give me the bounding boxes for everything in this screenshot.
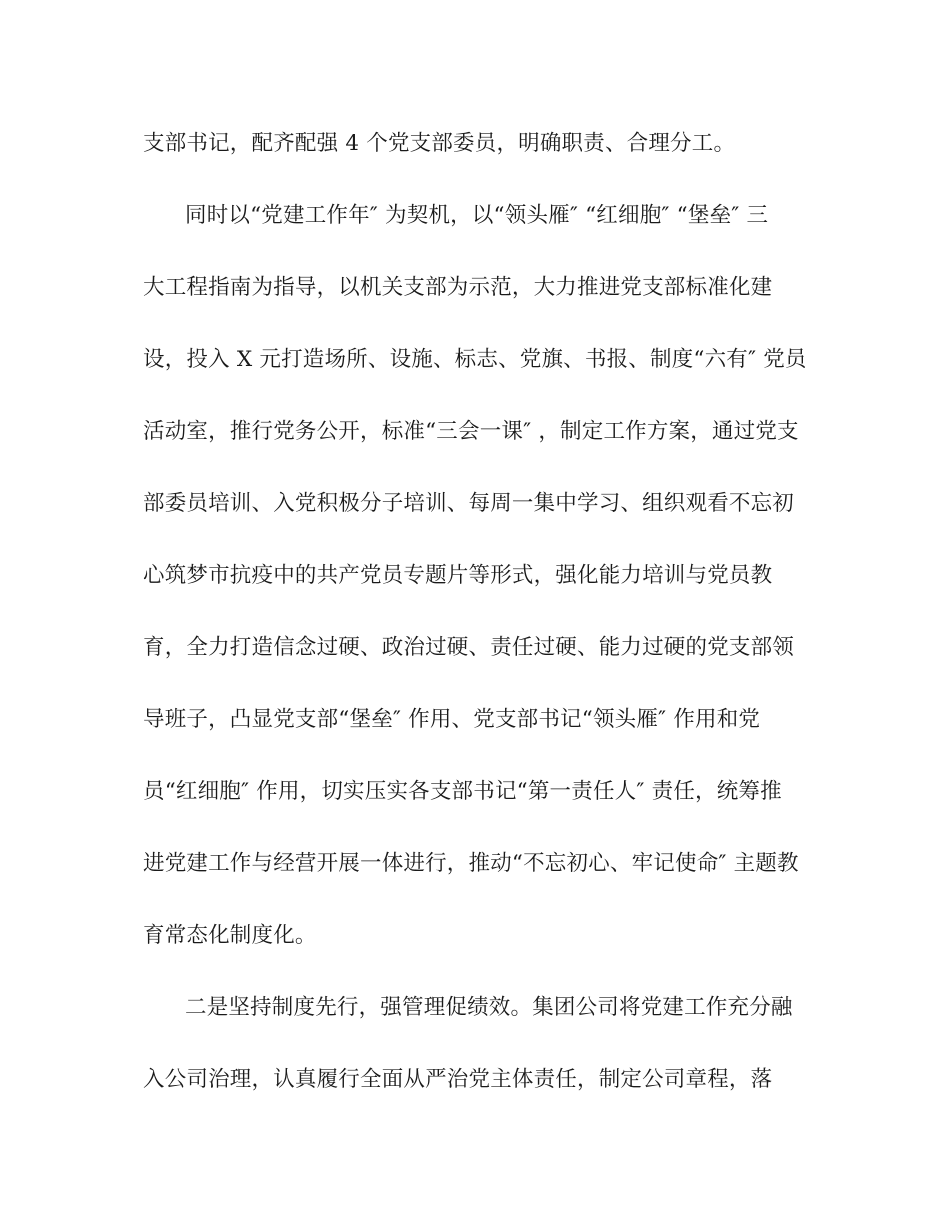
text-line: 入公司治理，认真履行全面从严治党主体责任，制定公司章程，落: [143, 1067, 773, 1092]
text-line: 育，全力打造信念过硬、政治过硬、责任过硬、能力过硬的党支部领: [143, 635, 795, 660]
text-line: 心筑梦市抗疫中的共产党员专题片等形式，强化能力培训与党员教: [143, 563, 773, 588]
text-line: 支部书记，配齐配强 4 个党支部委员，明确职责、合理分工。: [143, 131, 736, 156]
text-line: 导班子，凸显党支部“堡垒″ 作用、党支部书记“领头雁″ 作用和党: [143, 707, 761, 732]
paragraph-first-line: 同时以“党建工作年″ 为契机，以“领头雁″ “红细胞″ “堡垒″ 三: [185, 203, 769, 228]
text-line: 部委员培训、入党积极分子培训、每周一集中学习、组织观看不忘初: [143, 491, 795, 516]
text-line: 进党建工作与经营开展一体进行，推动“不忘初心、牢记使命″ 主题教: [143, 851, 799, 876]
paragraph-first-line: 二是坚持制度先行，强管理促绩效。集团公司将党建工作充分融: [185, 995, 793, 1020]
text-line: 设，投入 X 元打造场所、设施、标志、党旗、书报、制度“六有″ 党员: [143, 347, 807, 372]
text-line: 活动室，推行党务公开，标准“三会一课″ ，制定工作方案，通过党支: [143, 419, 799, 444]
text-line: 育常态化制度化。: [143, 923, 317, 948]
text-line: 大工程指南为指导，以机关支部为示范，大力推进党支部标准化建: [143, 275, 773, 300]
text-line: 员“红细胞″ 作用，切实压实各支部书记“第一责任人″ 责任，统筹推: [143, 779, 782, 804]
